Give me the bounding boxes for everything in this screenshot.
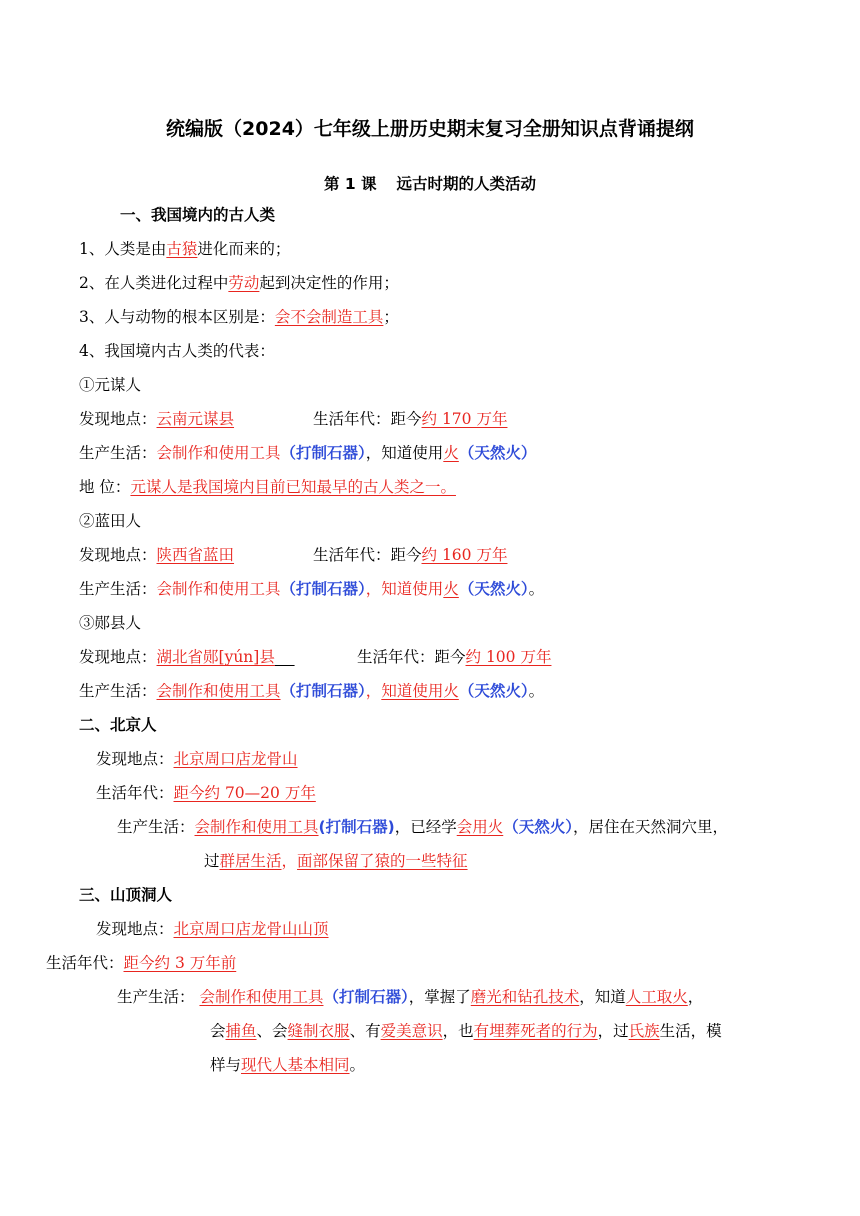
status-line: 地 位：元谋人是我国境内目前已知最早的古人类之一。 (79, 478, 456, 496)
site-line: 发现地点：陕西省蓝田 (79, 546, 235, 564)
age-line: 生活年代：距今约 160 万年 (313, 546, 508, 564)
list-item: 4、我国境内古人类的代表： (79, 342, 275, 360)
section-heading-3: 三、山顶洞人 (79, 886, 173, 904)
keyword: 陕西省蓝田 (156, 546, 235, 564)
age-line: 生活年代：距今约 3 万年前 (46, 954, 237, 972)
age-line: 生活年代：距今约 170 万年 (313, 410, 508, 428)
life-line-cont: 会捕鱼、会缝制衣服、有爱美意识，也有埋葬死者的行为，过氏族生活，模 (210, 1022, 722, 1040)
keyword: 北京周口店龙骨山山顶 (173, 920, 329, 938)
life-line: 生产生活：会制作和使用工具(打制石器)，已经学会用火（天然火），居住在天然洞穴里， (117, 818, 729, 836)
keyword: 云南元谋县 (156, 410, 235, 428)
keyword: 约 170 万年 (421, 410, 508, 428)
keyword: 会不会制造工具 (274, 308, 384, 326)
site-line: 发现地点：北京周口店龙骨山 (96, 750, 298, 768)
lesson-title (0, 173, 860, 195)
life-line: 生产生活：会制作和使用工具（打制石器），知道使用火（天然火）。 (79, 580, 545, 598)
keyword: 北京周口店龙骨山 (173, 750, 298, 768)
keyword: 古猿 (166, 240, 198, 258)
section-heading-1: 一、我国境内的古人类 (120, 206, 276, 224)
keyword: 劳动 (228, 274, 260, 292)
life-line-cont: 样与现代人基本相同。 (210, 1056, 366, 1074)
lesson-name: 远古时期的人类活动 (396, 175, 537, 193)
keyword: 约 160 万年 (421, 546, 508, 564)
keyword: 距今约 70—20 万年 (173, 784, 316, 802)
subheading-yuanmou: ①元谋人 (79, 376, 142, 394)
page-title: 统编版（2024）七年级上册历史期末复习全册知识点背诵提纲 (166, 118, 694, 140)
section-heading-2: 二、北京人 (79, 716, 157, 734)
list-item: 1、人类是由古猿进化而来的； (79, 240, 291, 258)
list-item: 3、人与动物的根本区别是：会不会制造工具； (79, 308, 399, 326)
list-item: 2、在人类进化过程中劳动起到决定性的作用； (79, 274, 399, 292)
keyword: 元谋人是我国境内目前已知最早的古人类之一。 (130, 478, 456, 496)
keyword: 距今约 3 万年前 (123, 954, 237, 972)
life-line: 生产生活：会制作和使用工具（打制石器），知道使用火（天然火）。 (79, 682, 545, 700)
keyword: 约 100 万年 (465, 648, 552, 666)
life-line: 生产生活： 会制作和使用工具（打制石器），掌握了磨光和钻孔技术，知道人工取火， (117, 988, 704, 1006)
lesson-number: 第 1 课 (323, 175, 377, 193)
subheading-yunxian: ③郧县人 (79, 614, 142, 632)
life-line: 生产生活：会制作和使用工具（打制石器），知道使用火（天然火） (79, 444, 537, 462)
life-line-cont: 过群居生活，面部保留了猿的一些特征 (204, 852, 468, 870)
age-line: 生活年代：距今约 100 万年 (357, 648, 552, 666)
keyword: 湖北省郧[yún]县 (156, 648, 275, 666)
site-line: 发现地点：云南元谋县 (79, 410, 235, 428)
site-line: 发现地点：湖北省郧[yún]县 (79, 648, 275, 666)
subheading-lantian: ②蓝田人 (79, 512, 142, 530)
site-line: 发现地点：北京周口店龙骨山山顶 (96, 920, 329, 938)
age-line: 生活年代：距今约 70—20 万年 (96, 784, 316, 802)
